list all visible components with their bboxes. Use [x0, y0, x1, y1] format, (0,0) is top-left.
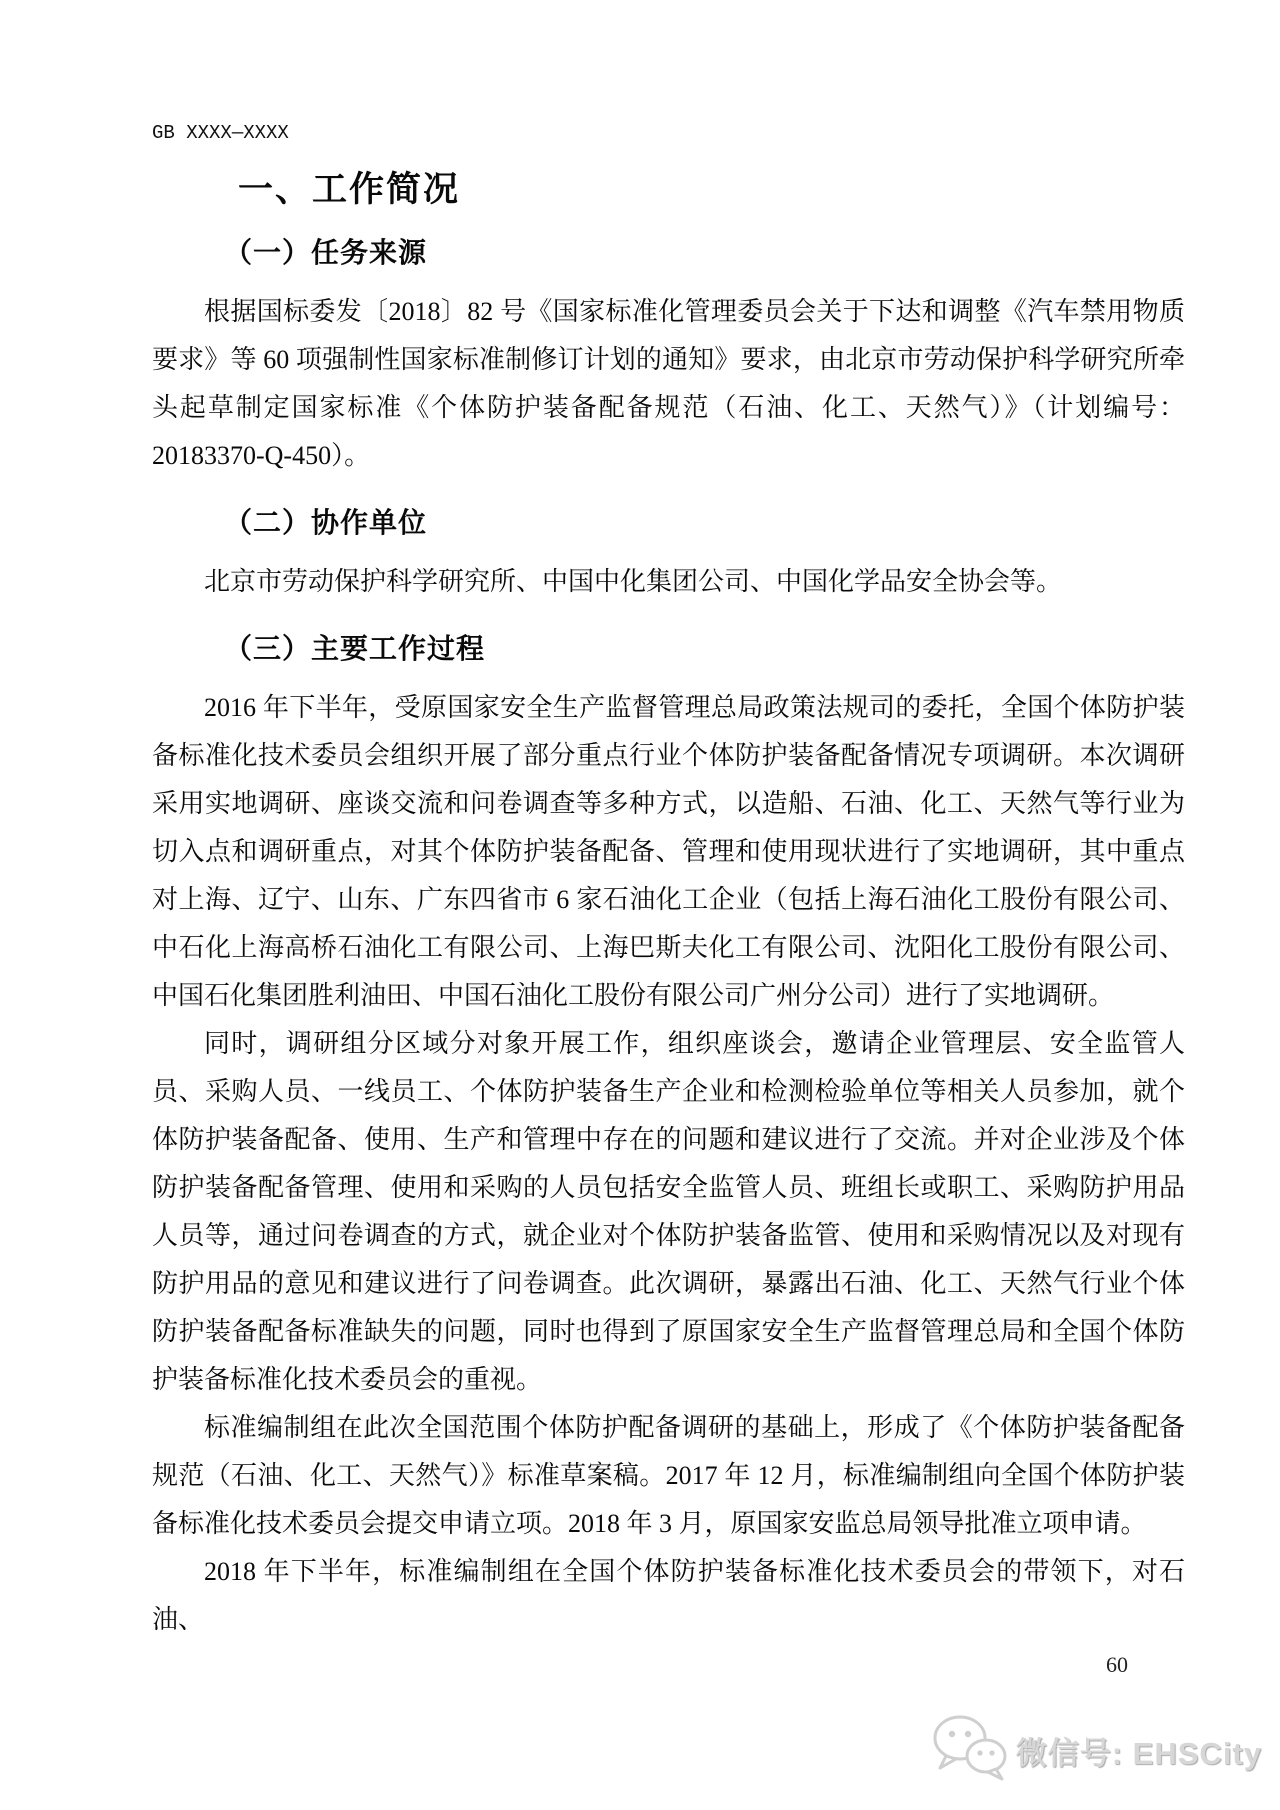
section-heading: （一）任务来源	[224, 237, 428, 268]
paragraph: 根据国标委发〔2018〕82 号《国家标准化管理委员会关于下达和调整《汽车禁用物质要求》等 60 项强制性国家标准制修订计划的通知》要求，由北京市劳动保护科学研究所牵头起草制定国家标准《个体防护装备配备规范（石油、化工、天然气）》（计划编号：20183370-Q-450）。	[152, 297, 1185, 470]
wechat-icon	[930, 1712, 1010, 1789]
paragraph: 标准编制组在此次全国范围个体防护配备调研的基础上，形成了《个体防护装备配备规范（石油、化工、天然气）》标准草案稿。2017 年 12 月，标准编制组向全国个体防护装备标准化技术委员会提交申请立项。2018 年 3 月，原国家安监总局领导批准立项申请。	[152, 1413, 1185, 1538]
watermark-label: 微信号: EHSCity	[1015, 1736, 1262, 1771]
page-number: 60	[1106, 1652, 1128, 1677]
paragraph: 2018 年下半年，标准编制组在全国个体防护装备标准化技术委员会的带领下，对石油、	[152, 1557, 1185, 1634]
watermark	[930, 1712, 1262, 1789]
section-task-source	[152, 236, 1185, 480]
paragraph: 北京市劳动保护科学研究所、中国中化集团公司、中国化学品安全协会等。	[204, 567, 1063, 596]
section-main-work-process	[152, 632, 1185, 1644]
section-cooperating-units	[152, 506, 1185, 606]
standard-number-header: GB XXXX—XXXX	[152, 122, 289, 144]
page-title: 一、工作简况	[238, 170, 461, 209]
section-heading: （三）主要工作过程	[224, 633, 486, 664]
section-heading: （二）协作单位	[224, 507, 428, 538]
paragraph: 2016 年下半年，受原国家安全生产监督管理总局政策法规司的委托，全国个体防护装备标准化技术委员会组织开展了部分重点行业个体防护装备配备情况专项调研。本次调研采用实地调研、座谈交流和问卷调查等多种方式，以造船、石油、化工、天然气等行业为切入点和调研重点，对其个体防护装备配备、管理和使用现状进行了实地调研，其中重点对上海、辽宁、山东、广东四省市 6 家石油化工企业（包括上海石油化工股份有限公司、中石化上海高桥石油化工有限公司、上海巴斯夫化工有限公司、沈阳化工股份有限公司、中国石化集团胜利油田、中国石油化工股份有限公司广州分公司）进行了实地调研。	[152, 693, 1185, 1010]
paragraph: 同时，调研组分区域分对象开展工作，组织座谈会，邀请企业管理层、安全监管人员、采购人员、一线员工、个体防护装备生产企业和检测检验单位等相关人员参加，就个体防护装备配备、使用、生产和管理中存在的问题和建议进行了交流。并对企业涉及个体防护装备配备管理、使用和采购的人员包括安全监管人员、班组长或职工、采购防护用品人员等，通过问卷调查的方式，就企业对个体防护装备监管、使用和采购情况以及对现有防护用品的意见和建议进行了问卷调查。此次调研，暴露出石油、化工、天然气行业个体防护装备配备标准缺失的问题，同时也得到了原国家安全生产监督管理总局和全国个体防护装备标准化技术委员会的重视。	[152, 1029, 1185, 1394]
